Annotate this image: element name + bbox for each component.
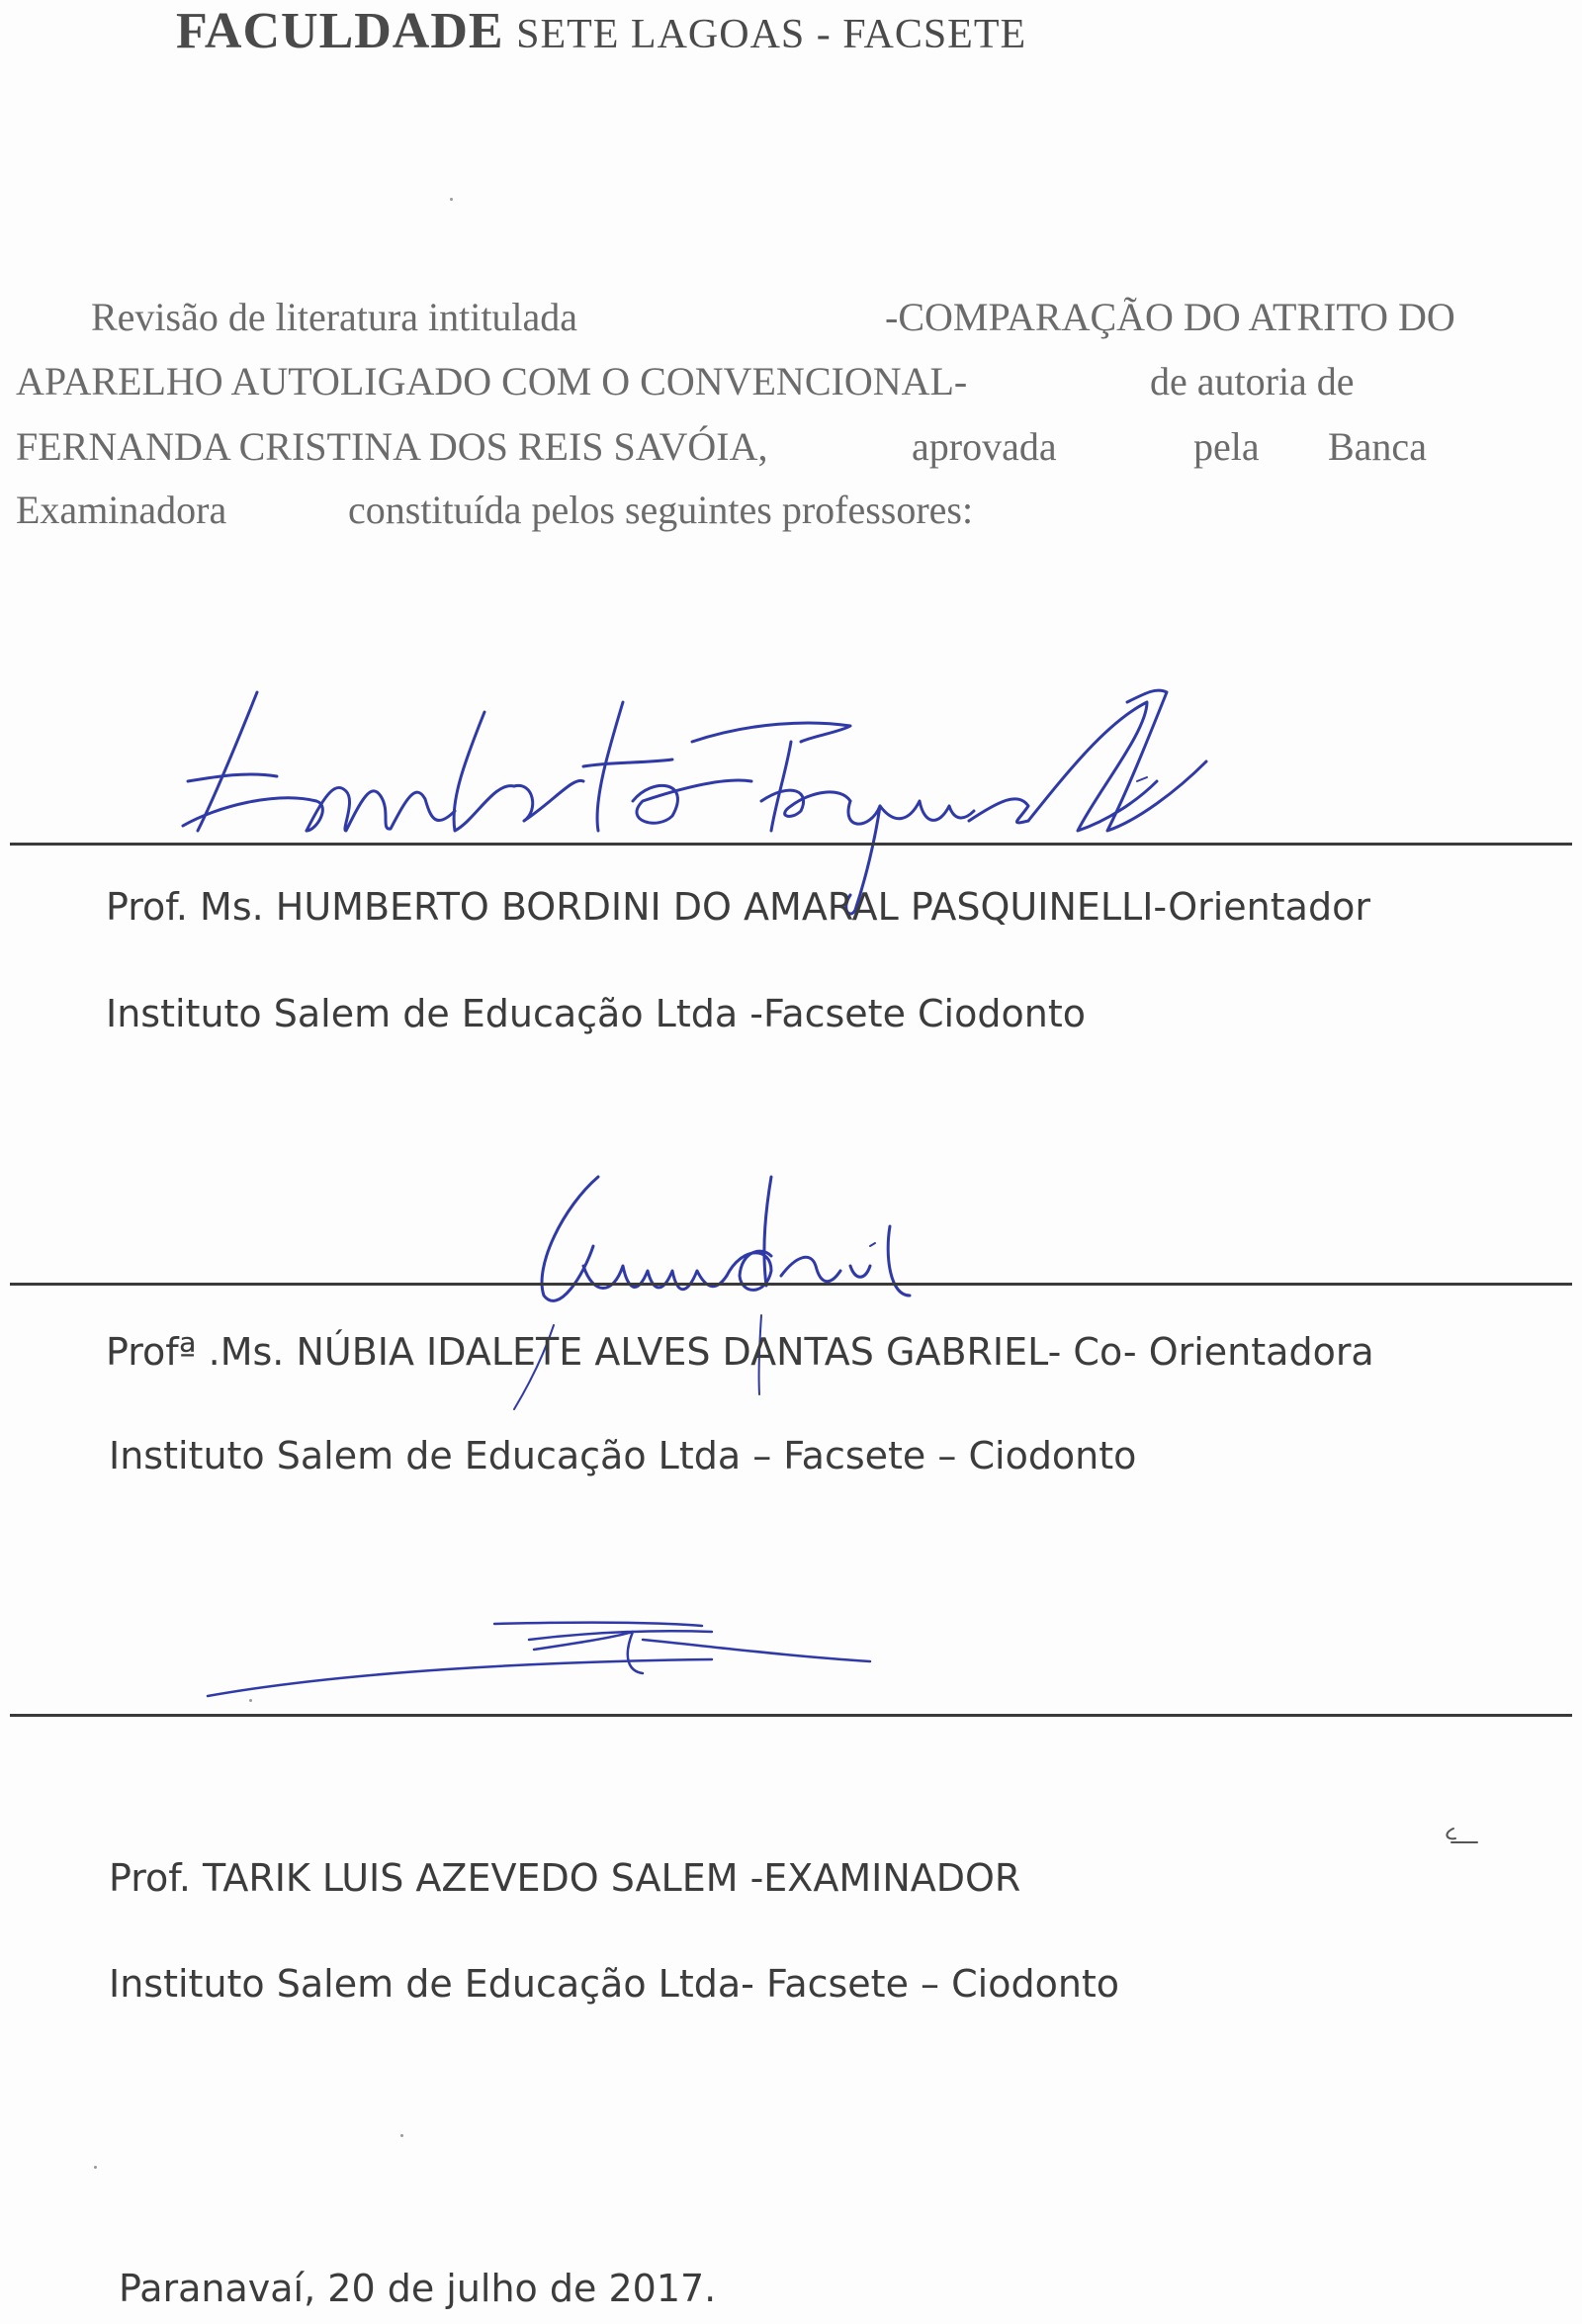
examiner-1-institution: Instituto Salem de Educação Ltda -Facsete Ciodonto [106, 992, 1086, 1035]
header-title-rest: SETE LAGOAS - FACSETE [516, 12, 1027, 57]
scan-speck [450, 198, 453, 201]
stray-mark [1434, 1823, 1493, 1852]
examiner-1-name: Prof. Ms. HUMBERTO BORDINI DO AMARAL PASQUINELLI-Orientador [106, 885, 1370, 929]
place-and-date: Paranavaí, 20 de julho de 2017. [119, 2267, 717, 2310]
signature-nubia [475, 1147, 949, 1444]
examiner-3-institution: Instituto Salem de Educação Ltda- Facsete – Ciodonto [109, 1962, 1120, 2006]
signature-tarik [198, 1602, 890, 1711]
examiner-3-name: Prof. TARIK LUIS AZEVEDO SALEM -EXAMINADOR [109, 1856, 1021, 1900]
statement-line-3c: pela [1193, 424, 1260, 469]
signature-line-2 [10, 1283, 1572, 1286]
examiner-2-name: Profª .Ms. NÚBIA IDALETE ALVES DANTAS GABRIEL- Co- Orientadora [106, 1330, 1374, 1374]
statement-line-4a: Examinadora [16, 488, 227, 532]
header-title-main: FACULDADE [176, 3, 504, 59]
statement-line-2a: APARELHO AUTOLIGADO COM O CONVENCIONAL- [16, 359, 968, 403]
scan-speck [94, 2166, 97, 2169]
statement-line-1a: Revisão de literatura intitulada [91, 295, 578, 339]
scan-speck [400, 2134, 403, 2137]
signature-line-1 [10, 843, 1572, 846]
scan-speck [249, 1699, 252, 1702]
statement-line-2b: de autoria de [1150, 359, 1355, 403]
examiner-2-institution: Instituto Salem de Educação Ltda – Facsete – Ciodonto [109, 1434, 1137, 1477]
statement-line-3d: Banca [1328, 424, 1427, 469]
statement-line-1b: -COMPARAÇÃO DO ATRITO DO [885, 295, 1455, 339]
signature-line-3 [10, 1714, 1572, 1717]
statement-line-3b: aprovada [912, 424, 1057, 469]
statement-line-4b: constituída pelos seguintes professores: [348, 488, 974, 532]
institution-header [176, 2, 1026, 60]
statement-line-3a: FERNANDA CRISTINA DOS REIS SAVÓIA, [16, 424, 768, 469]
